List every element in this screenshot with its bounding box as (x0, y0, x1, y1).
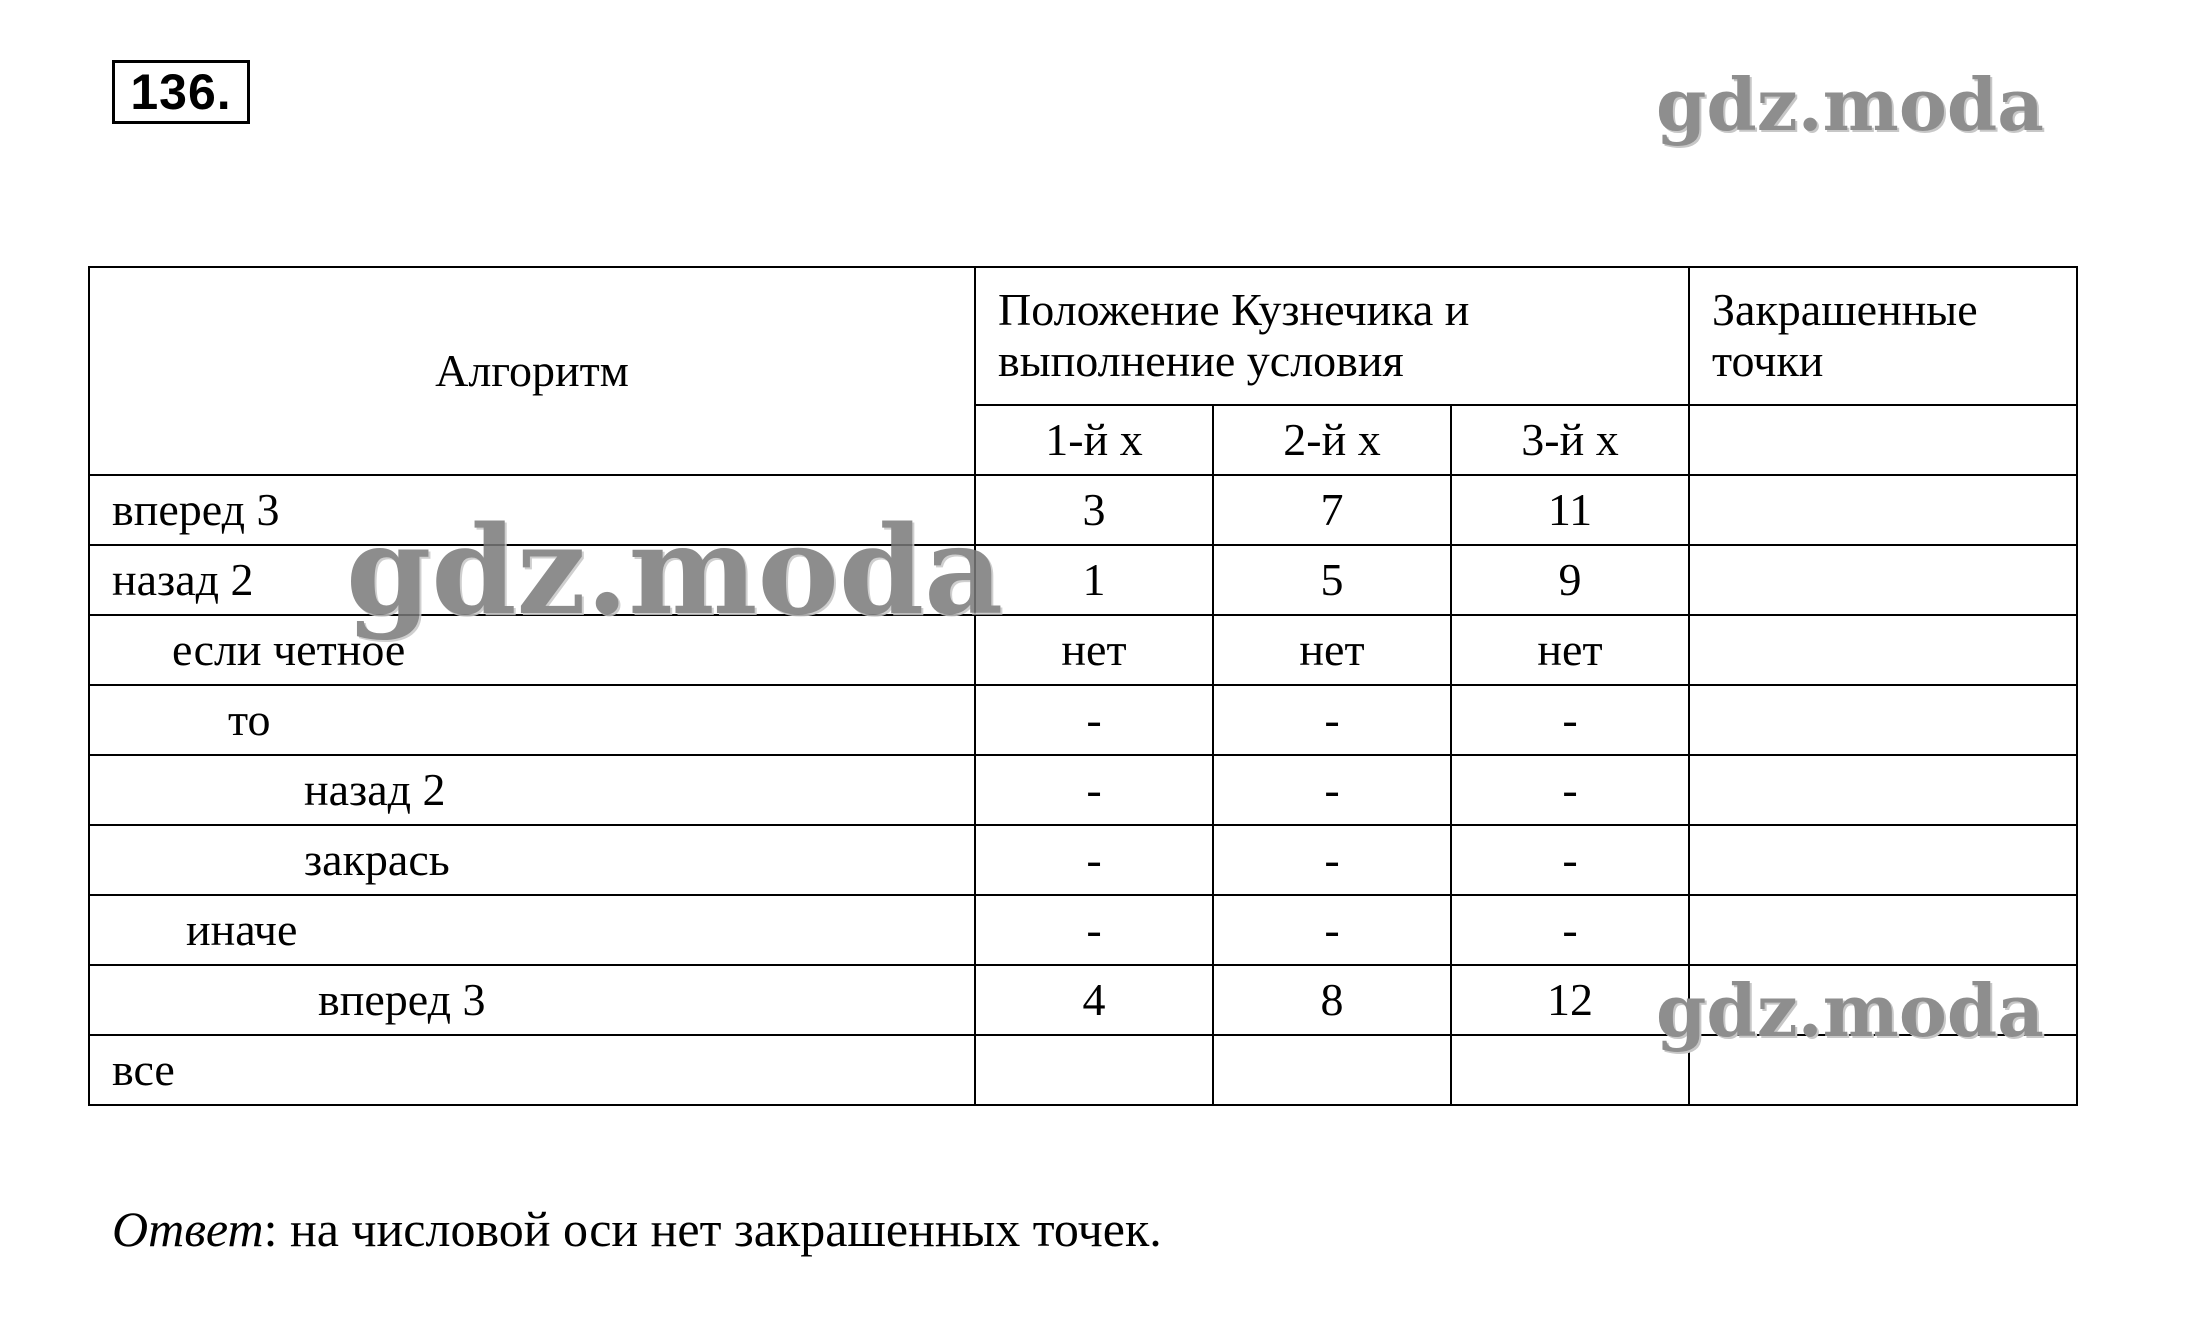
row-value: нет (1213, 615, 1451, 685)
row-painted (1689, 895, 2077, 965)
row-value: 1 (975, 545, 1213, 615)
row-painted (1689, 685, 2077, 755)
row-painted (1689, 1035, 2077, 1105)
row-value: - (1213, 755, 1451, 825)
row-step: вперед 3 (89, 965, 975, 1035)
row-painted (1689, 545, 2077, 615)
row-step: назад 2 (89, 755, 975, 825)
row-value: 5 (1213, 545, 1451, 615)
table-header-row (89, 267, 2077, 405)
row-value: 8 (1213, 965, 1451, 1035)
algorithm-table (88, 266, 2078, 1106)
row-value (1213, 1035, 1451, 1105)
problem-number (112, 60, 250, 124)
row-value: 11 (1451, 475, 1689, 545)
row-value: 12 (1451, 965, 1689, 1035)
answer-label: Ответ (112, 1201, 264, 1257)
table-row (89, 475, 2077, 545)
table-row (89, 965, 2077, 1035)
header-move-3: 3-й х (1451, 405, 1689, 475)
header-painted-points: Закрашенные точки (1689, 267, 2077, 405)
row-value: 4 (975, 965, 1213, 1035)
row-value: - (975, 825, 1213, 895)
table-row (89, 895, 2077, 965)
row-step: закрась (89, 825, 975, 895)
watermark-bottom-right: gdz.moda (1656, 968, 2044, 1053)
row-value: - (975, 895, 1213, 965)
row-step: назад 2 (89, 545, 975, 615)
table-row (89, 545, 2077, 615)
row-painted (1689, 825, 2077, 895)
row-painted (1689, 615, 2077, 685)
header-move-1: 1-й х (975, 405, 1213, 475)
row-value: - (1451, 895, 1689, 965)
watermark-top-right: gdz.moda (1656, 62, 2044, 147)
table-row (89, 825, 2077, 895)
header-algorithm: Алгоритм (89, 267, 975, 475)
row-step: то (89, 685, 975, 755)
header-move-2: 2-й х (1213, 405, 1451, 475)
row-painted (1689, 755, 2077, 825)
row-value (975, 1035, 1213, 1105)
row-step: иначе (89, 895, 975, 965)
table-row (89, 1035, 2077, 1105)
row-value: 3 (975, 475, 1213, 545)
header-position: Положение Кузнечика и выполнение условия (975, 267, 1689, 405)
watermark-center: gdz.moda (346, 498, 1004, 642)
row-value: - (975, 755, 1213, 825)
row-value: нет (1451, 615, 1689, 685)
answer-text: : на числовой оси нет закрашенных точек. (263, 1201, 1162, 1257)
answer-line (112, 1200, 1162, 1258)
row-painted (1689, 475, 2077, 545)
row-value: нет (975, 615, 1213, 685)
table-row (89, 615, 2077, 685)
problem-number-text: 136. (130, 64, 232, 120)
algorithm-table-wrapper (88, 266, 2078, 1106)
row-value: - (1213, 825, 1451, 895)
row-step: если четное (89, 615, 975, 685)
row-value: - (1213, 685, 1451, 755)
row-value: 7 (1213, 475, 1451, 545)
row-step: вперед 3 (89, 475, 975, 545)
row-value: - (1451, 755, 1689, 825)
row-value: - (1451, 825, 1689, 895)
row-painted (1689, 965, 2077, 1035)
table-row (89, 685, 2077, 755)
table-row (89, 755, 2077, 825)
header-painted-empty (1689, 405, 2077, 475)
row-value: 9 (1451, 545, 1689, 615)
row-value (1451, 1035, 1689, 1105)
row-value: - (1451, 685, 1689, 755)
row-step: все (89, 1035, 975, 1105)
row-value: - (975, 685, 1213, 755)
row-value: - (1213, 895, 1451, 965)
